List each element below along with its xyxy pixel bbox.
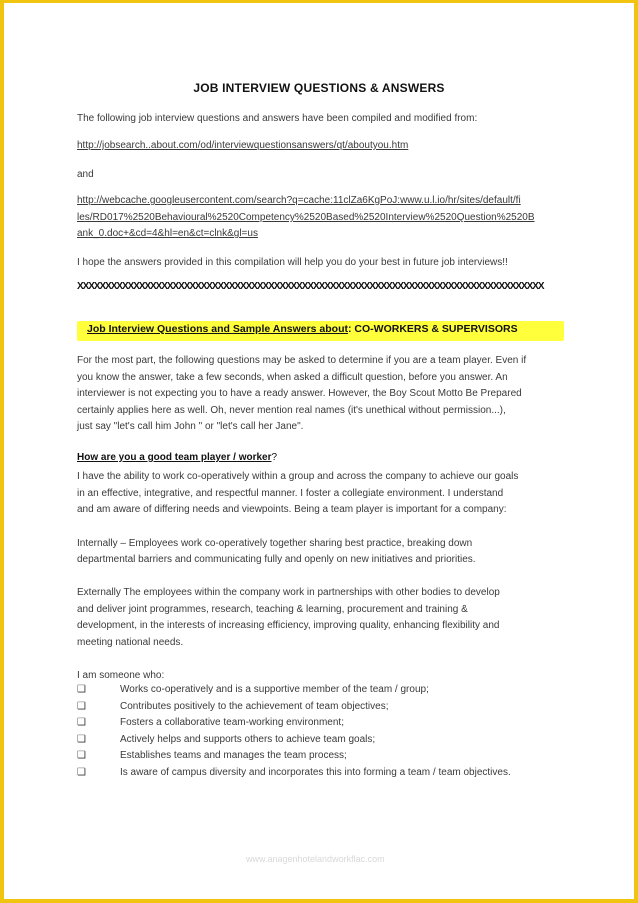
bullet-item: Is aware of campus diversity and incorporates this into forming a team / team objectives. [120,767,511,778]
and-text: and [77,169,94,180]
question-heading [77,452,277,463]
question-mark: ? [271,452,278,463]
answer-line: and am aware of differing needs and viewpoints. Being a team player is important for a company: [77,504,507,515]
bullet-icon: ❑ [77,750,86,761]
para-line: interviewer is not expecting you to have a ready answer. However, the Boy Scout Motto Be Prepared [77,388,522,399]
separator-line: XXXXXXXXXXXXXXXXXXXXXXXXXXXXXXXXXXXXXXXXXXXXXXXXXXXXXXXXXXXXXXXXXXXXXXXXXXXXXXXXXXX [77,281,544,292]
para-line: just say "let's call him John " or "let's call her Jane". [77,421,304,432]
bullet-item: Actively helps and supports others to achieve team goals; [120,734,376,745]
para-line: For the most part, the following questions may be asked to determine if you are a team player. Even if [77,355,527,366]
bullet-item: Fosters a collaborative team-working environment; [120,717,344,728]
source-link-2-line[interactable]: les/RD017%2520Behavioural%2520Competency%2520Based%2520Interview%2520Question%2520B [77,212,535,223]
hope-text: I hope the answers provided in this compilation will help you do your best in future job interviews!! [77,257,508,268]
internally-line: Internally – Employees work co-operatively together sharing best practice, breaking down [77,538,473,549]
bullet-item: Establishes teams and manages the team process; [120,750,347,761]
bullet-item: Works co-operatively and is a supportive member of the team / group; [120,684,429,695]
section-title-b: : CO-WORKERS & SUPERVISORS [348,323,518,335]
i-am-text: I am someone who: [77,670,165,681]
internally-line: departmental barriers and communicating fully and openly on new initiatives and priorities. [77,554,476,565]
bullet-icon: ❑ [77,717,86,728]
source-link-2-line[interactable]: ank_0.doc+&cd=4&hl=en&ct=clnk&gl=us [77,228,258,239]
externally-line: and deliver joint programmes, research, teaching & learning, procurement and training & [77,604,468,615]
answer-line: I have the ability to work co-operatively within a group and across the company to achieve our goals [77,471,519,482]
externally-line: development, in the interests of increasing efficiency, improving quality, enhancing flexibility and [77,620,500,631]
externally-line: meeting national needs. [77,637,184,648]
document-page [4,3,634,899]
bullet-icon: ❑ [77,767,86,778]
bullet-item: Contributes positively to the achievement of team objectives; [120,701,389,712]
bullet-icon: ❑ [77,734,86,745]
answer-line: in an effective, integrative, and respectful manner. I foster a collegiate environment. I understand [77,488,504,499]
para-line: certainly applies here as well. Oh, never mention real names (it's unethical without permission...), [77,405,506,416]
source-link-2-line[interactable]: http://webcache.googleusercontent.com/search?q=cache:11clZa6KgPoJ:www.u.l.io/hr/sites/default/fi [77,195,521,206]
section-title-a: Job Interview Questions and Sample Answers about [87,323,349,335]
externally-line: Externally The employees within the company work in partnerships with other bodies to develop [77,587,500,598]
question-text: How are you a good team player / worker [77,452,272,463]
watermark-text: www.anagenhotelandworkflac.com [246,854,385,864]
source-link-1[interactable]: http://jobsearch..about.com/od/interviewquestionsanswers/qt/aboutyou.htm [77,140,409,151]
bullet-icon: ❑ [77,701,86,712]
para-line: you know the answer, take a few seconds, when asked a difficult question, before you answer. An [77,372,508,383]
bullet-icon: ❑ [77,684,86,695]
section-title [87,323,518,335]
intro-text: The following job interview questions and answers have been compiled and modified from: [77,113,478,124]
page-title: JOB INTERVIEW QUESTIONS & ANSWERS [193,81,445,95]
